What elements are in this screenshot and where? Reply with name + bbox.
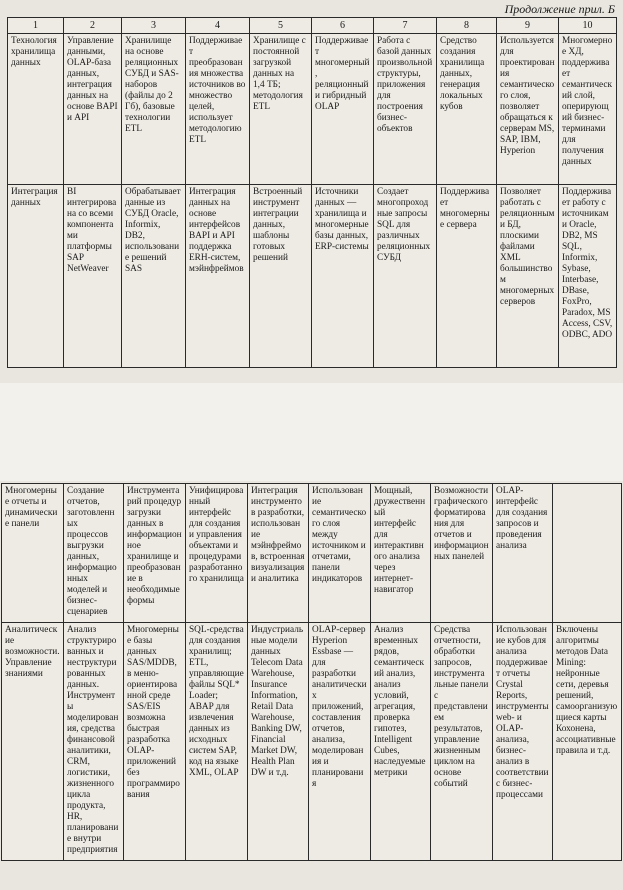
col-header: 10 [559, 18, 617, 34]
table-cell: Возможности графического форматирования для отчетов и информационных панелей [431, 484, 493, 623]
table-cell: Встроенный инструмент интеграции данных, шаблоны готовых решений [250, 185, 312, 368]
table-cell: OLAP-интерфейс для создания запросов и проведения анализа [493, 484, 553, 623]
table-top [7, 17, 617, 368]
col-header: 8 [437, 18, 497, 34]
table-cell [553, 484, 622, 623]
table-cell: Инструментарий процедур загрузки данных в информационное хранилище и преобразование в необходимые формы [124, 484, 186, 623]
col-header: 3 [122, 18, 186, 34]
table-cell: SQL-средства для создания хранилищ; ETL, управляющие файлы SQL* Loader; ABAP для извлечения данных из исходных систем SAP, код на языке XML, OLAP [186, 623, 248, 861]
table-cell: Аналитические возможности. Управление знаниями [2, 623, 64, 861]
table-cell: Интеграция данных [8, 185, 64, 368]
table-cell: Многомерные отчеты и динамические панели [2, 484, 64, 623]
page-caption: Продолжение прил. Б [504, 2, 615, 16]
table-cell: Мощный, дружественный интерфейс для интерактивного анализа через интернет-навигатор [371, 484, 431, 623]
table-cell: Унифицированный интерфейс для создания и управления объектами и процедурами разработанного хранилища [186, 484, 248, 623]
table-cell: Использование кубов для анализа поддерживает отчеты Crystal Reports, инструменты web- и OLAP-анализа, бизнес-анализ в соответствии с бизнес-процессами [493, 623, 553, 861]
table-cell: Хранилище на основе реляционных СУБД и SAS-наборов (файлы до 2 Гб), базовые технологии ETL [122, 34, 186, 185]
table-cell: Средства отчетности, обработки запросов, инструментальные панели с представлением результатов, управление жизненным циклом на основе событий [431, 623, 493, 861]
table-cell: Включены алгоритмы методов Data Mining: нейронные сети, деревья решений, самоорганизующиеся карты Кохонена, ассоциативные правила и т.д. [553, 623, 622, 861]
col-header: 1 [8, 18, 64, 34]
table-row [2, 623, 622, 861]
col-header: 7 [374, 18, 437, 34]
table-cell: Использование семантического слоя между источником и отчетами, панели индикаторов [309, 484, 371, 623]
table-cell: Используется для проектирования семантического слоя, позволяет обращаться к серверам MS, SAP, IBM, Hyperion [497, 34, 559, 185]
table-cell: Анализ временных рядов, семантический анализ, анализ условий, агрегация, проверка гипотез, Intelligent Cubes, наследуемые метрики [371, 623, 431, 861]
table-cell: Создает многопроходные запросы SQL для различных реляционных СУБД [374, 185, 437, 368]
table-row [8, 34, 617, 185]
col-header: 9 [497, 18, 559, 34]
table-cell: Интеграция инструментов разработки, использование мэйнфреймов, встроенная визуализация и аналитика [248, 484, 309, 623]
col-header: 4 [186, 18, 250, 34]
table-cell: Хранилище с постоянной загрузкой данных на 1,4 ТБ; методология ETL [250, 34, 312, 185]
table-cell: Создание отчетов, заготовленных процессов выгрузки данных, информационных моделей и бизнес-сценариев [64, 484, 124, 623]
table-row [8, 185, 617, 368]
col-header: 2 [64, 18, 122, 34]
table-cell: OLAP-сервер Hyperion Essbase — для разработки аналитических приложений, составления отчетов, анализа, моделирования и планирования [309, 623, 371, 861]
table-cell: Индустриальные модели данных Telecom Data Warehouse, Insurance Information, Retail Data Warehouse, Banking DW, Financial Market DW, Health Plan DW и т.д. [248, 623, 309, 861]
header-row [8, 18, 617, 34]
table-bottom [1, 483, 622, 861]
table-cell: Управление данными, OLAP-база данных, интеграция данных на основе BAPI и API [64, 34, 122, 185]
table-cell: BI интегрирована со всеми компонентами платформы SAP NetWeaver [64, 185, 122, 368]
table-cell: Интеграция данных на основе интерфейсов BAPI и API поддержка ERH-систем, мэйнфреймов [186, 185, 250, 368]
table-cell: Анализ структурированных и неструктурированных данных. Инструменты моделирования, средства финансовой аналитики, CRM, логистики, жизненного цикла продукта, HR, планирование внутри предприятия [64, 623, 124, 861]
table-row [2, 484, 622, 623]
table-cell: Обрабатывает данные из СУБД Oracle, Informix, DB2, использование решений SAS [122, 185, 186, 368]
table-cell: Средство создания хранилища данных, генерация локальных кубов [437, 34, 497, 185]
table-cell: Многомерные базы данных SAS/MDDB, в меню-ориентированной среде SAS/EIS возможна быстрая разработка OLAP-приложений без программирования [124, 623, 186, 861]
table-cell: Технология хранилища данных [8, 34, 64, 185]
col-header: 6 [312, 18, 374, 34]
table-cell: Поддерживает работу с источниками Oracle, DB2, MS SQL, Informix, Sybase, Interbase, DBase, FoxPro, Paradox, MS Access, CSV, ODBC, ADO [559, 185, 617, 368]
table-cell: Позволяет работать с реляционными БД, плоскими файлами XML большинством многомерных серверов [497, 185, 559, 368]
table-cell: Поддерживает многомерный, реляционный и гибридный OLAP [312, 34, 374, 185]
table-cell: Источники данных — хранилища и многомерные базы данных, ERP-системы [312, 185, 374, 368]
table-cell: Поддерживает преобразования множества источников во множество целей, использует методологию ETL [186, 34, 250, 185]
table-cell: Работа с базой данных произвольной структуры, приложения для построения бизнес-объектов [374, 34, 437, 185]
col-header: 5 [250, 18, 312, 34]
page-gap [0, 383, 623, 481]
table-cell: Поддерживает многомерные сервера [437, 185, 497, 368]
table-cell: Многомерное ХД, поддерживает семантический слой, оперирующий бизнес-терминами для получения данных [559, 34, 617, 185]
